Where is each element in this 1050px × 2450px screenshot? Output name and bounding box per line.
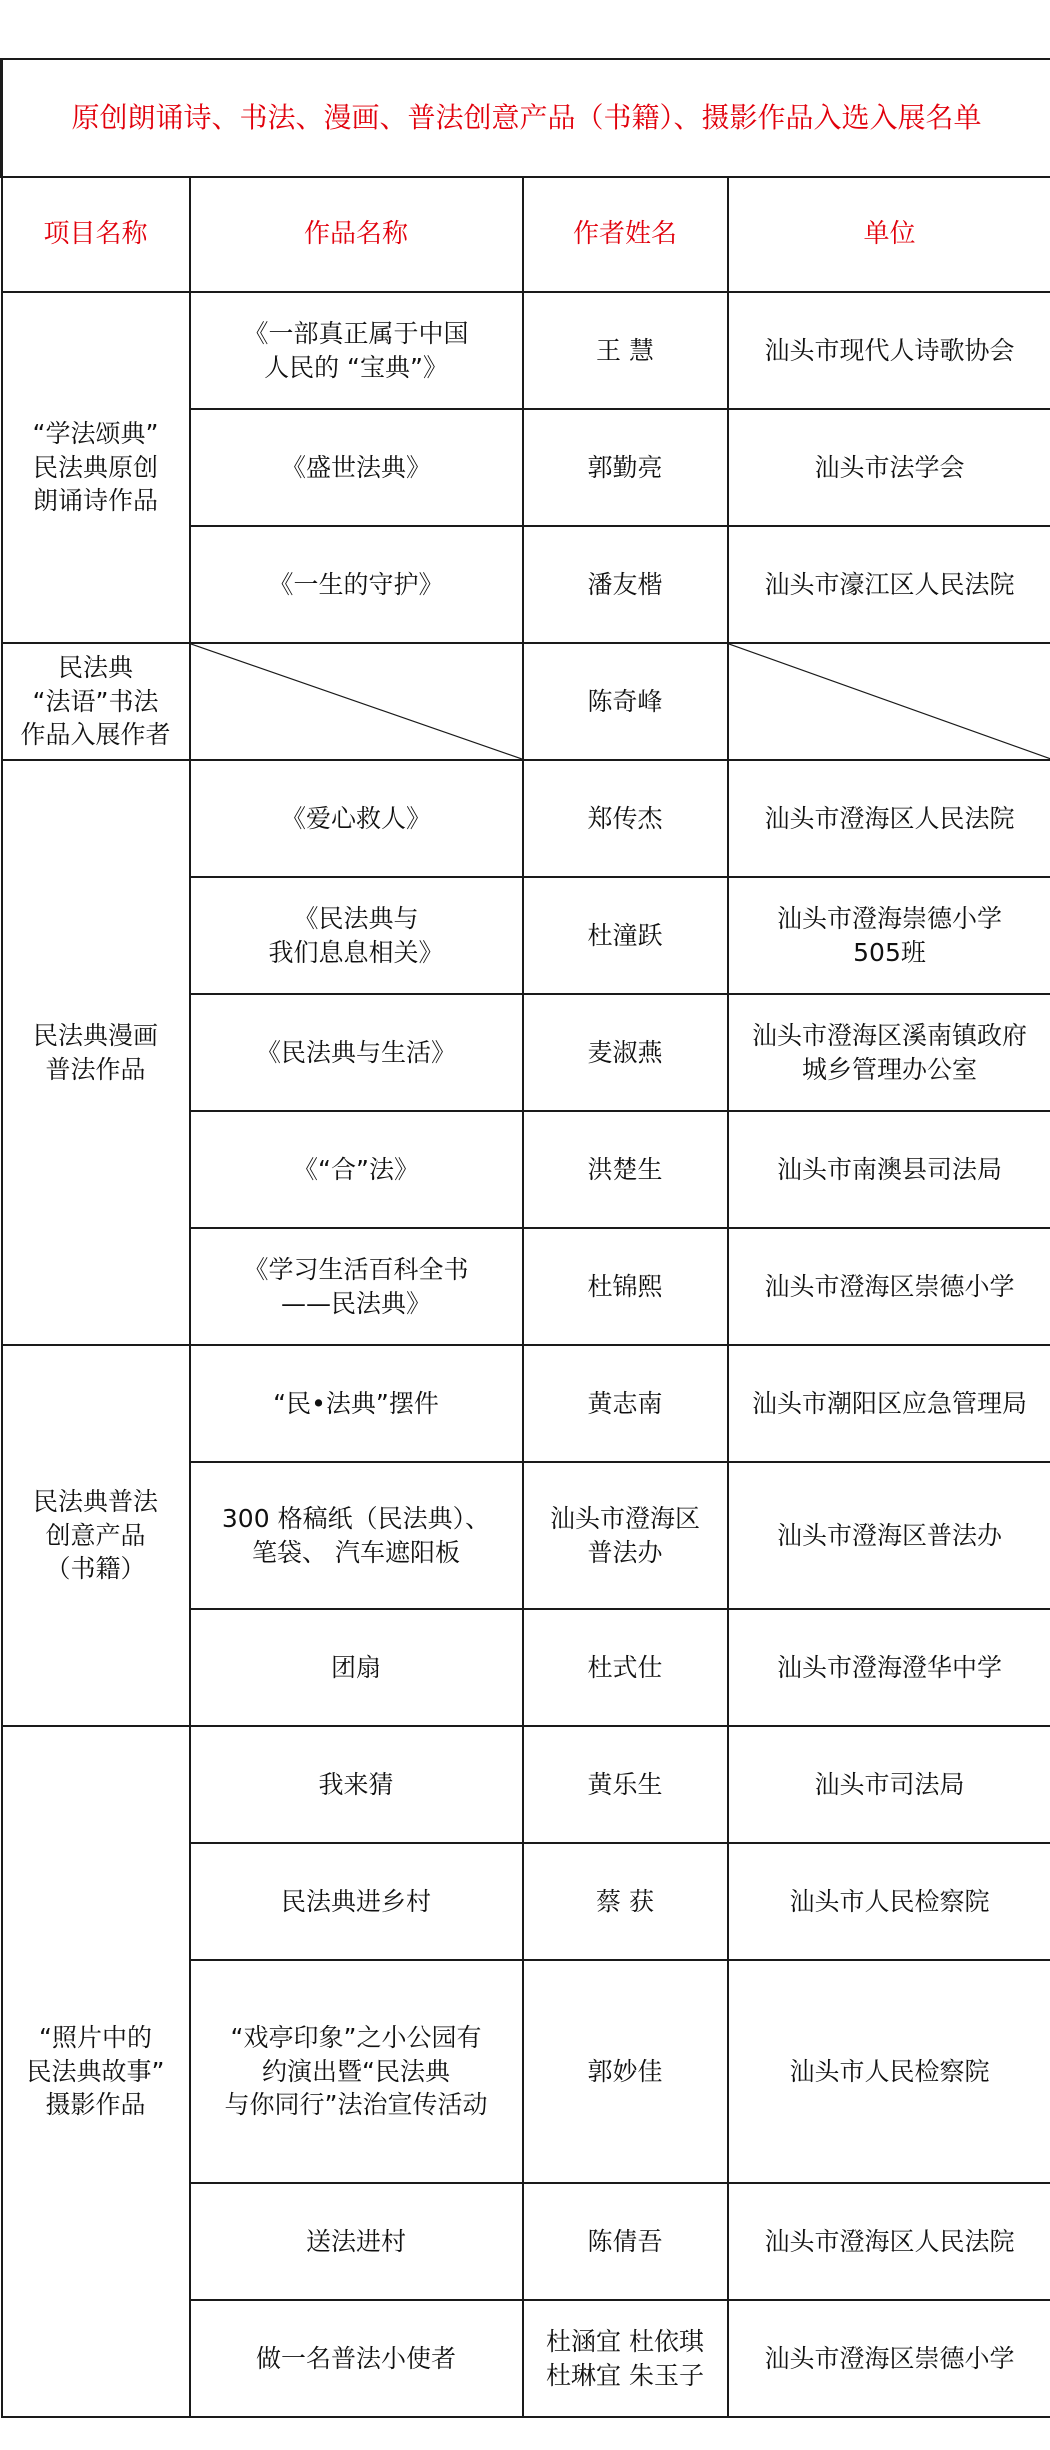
table-row <box>2 1345 1050 1462</box>
unit-name: 汕头市澄海崇德小学 505班 <box>728 877 1050 994</box>
author-name: 王 慧 <box>523 292 728 409</box>
unit-name: 汕头市澄海区溪南镇政府 城乡管理办公室 <box>728 994 1050 1111</box>
unit-name: 汕头市南澳县司法局 <box>728 1111 1050 1228</box>
work-name: 《“合”法》 <box>190 1111 523 1228</box>
unit-name: 汕头市现代人诗歌协会 <box>728 292 1050 409</box>
header-unit: 单位 <box>728 177 1050 292</box>
work-name: “戏亭印象”之小公园有 约演出暨“民法典 与你同行”法治宣传活动 <box>190 1960 523 2183</box>
unit-name: 汕头市濠江区人民法院 <box>728 526 1050 643</box>
author-name: 陈倩吾 <box>523 2183 728 2300</box>
author-name: 郭妙佳 <box>523 1960 728 2183</box>
work-name: 《爱心救人》 <box>190 760 523 877</box>
diagonal-line <box>729 644 1050 759</box>
header-author: 作者姓名 <box>523 177 728 292</box>
unit-name: 汕头市人民检察院 <box>728 1960 1050 2183</box>
unit-name: 汕头市司法局 <box>728 1726 1050 1843</box>
work-name: “民•法典”摆件 <box>190 1345 523 1462</box>
work-name: 《民法典与 我们息息相关》 <box>190 877 523 994</box>
work-name: 《一生的守护》 <box>190 526 523 643</box>
title-row <box>2 59 1050 177</box>
author-name: 杜涵宜 杜依琪 杜琳宜 朱玉子 <box>523 2300 728 2417</box>
author-name: 洪楚生 <box>523 1111 728 1228</box>
unit-name: 汕头市澄海区普法办 <box>728 1462 1050 1609</box>
author-name: 杜潼跃 <box>523 877 728 994</box>
author-name: 麦淑燕 <box>523 994 728 1111</box>
work-name: 民法典进乡村 <box>190 1843 523 1960</box>
project-name: “学法颂典” 民法典原创 朗诵诗作品 <box>2 292 190 643</box>
author-name: 郑传杰 <box>523 760 728 877</box>
header-project: 项目名称 <box>2 177 190 292</box>
project-name: 民法典漫画 普法作品 <box>2 760 190 1345</box>
diagonal-line <box>191 644 522 759</box>
roster-table <box>0 58 1050 2418</box>
page-title: 原创朗诵诗、书法、漫画、普法创意产品（书籍）、摄影作品入选入展名单 <box>2 59 1050 177</box>
work-name: 《民法典与生活》 <box>190 994 523 1111</box>
table-row <box>2 760 1050 877</box>
work-name: 送法进村 <box>190 2183 523 2300</box>
author-name: 杜式仕 <box>523 1609 728 1726</box>
work-name: 我来猜 <box>190 1726 523 1843</box>
table-row <box>2 1726 1050 1843</box>
header-row <box>2 177 1050 292</box>
work-name: 《一部真正属于中国 人民的 “宝典”》 <box>190 292 523 409</box>
work-name: 《盛世法典》 <box>190 409 523 526</box>
author-name: 黄志南 <box>523 1345 728 1462</box>
unit-name: 汕头市澄海澄华中学 <box>728 1609 1050 1726</box>
author-name: 黄乐生 <box>523 1726 728 1843</box>
work-name: 做一名普法小使者 <box>190 2300 523 2417</box>
project-name: 民法典 “法语”书法 作品入展作者 <box>2 643 190 760</box>
author-name: 蔡 获 <box>523 1843 728 1960</box>
table-row <box>2 292 1050 409</box>
work-name: 《学习生活百科全书 ——民法典》 <box>190 1228 523 1345</box>
unit-name: 汕头市人民检察院 <box>728 1843 1050 1960</box>
project-name: “照片中的 民法典故事” 摄影作品 <box>2 1726 190 2417</box>
author-name: 陈奇峰 <box>523 643 728 760</box>
unit-name: 汕头市法学会 <box>728 409 1050 526</box>
author-name: 汕头市澄海区 普法办 <box>523 1462 728 1609</box>
author-name: 郭勤亮 <box>523 409 728 526</box>
author-name: 杜锦熙 <box>523 1228 728 1345</box>
header-work: 作品名称 <box>190 177 523 292</box>
unit-name: 汕头市澄海区人民法院 <box>728 2183 1050 2300</box>
empty-unit-cell <box>728 643 1050 760</box>
work-name: 300 格稿纸（民法典）、 笔袋、 汽车遮阳板 <box>190 1462 523 1609</box>
unit-name: 汕头市澄海区人民法院 <box>728 760 1050 877</box>
project-name: 民法典普法 创意产品 （书籍） <box>2 1345 190 1726</box>
unit-name: 汕头市澄海区崇德小学 <box>728 1228 1050 1345</box>
author-name: 潘友楷 <box>523 526 728 643</box>
table-row <box>2 643 1050 760</box>
empty-work-cell <box>190 643 523 760</box>
work-name: 团扇 <box>190 1609 523 1726</box>
unit-name: 汕头市澄海区崇德小学 <box>728 2300 1050 2417</box>
unit-name: 汕头市潮阳区应急管理局 <box>728 1345 1050 1462</box>
